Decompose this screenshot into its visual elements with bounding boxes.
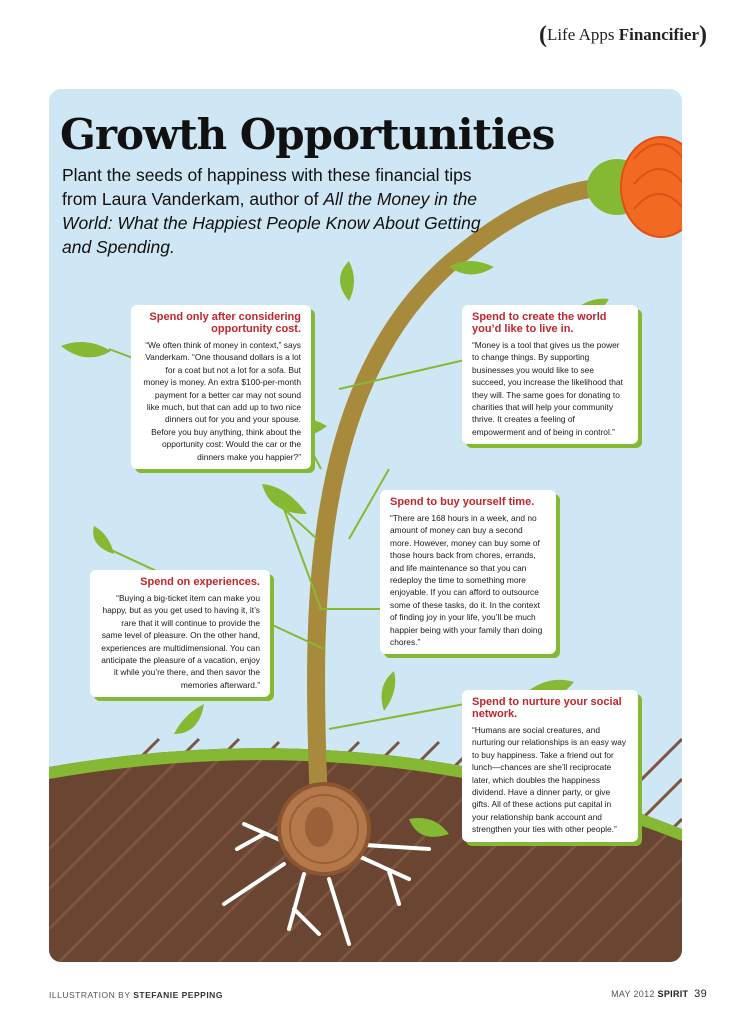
right-bracket-glyph: ) xyxy=(699,22,707,48)
tip-body: “There are 168 hours in a week, and no amount of money can buy a second more. However, money can buy some of those hours back from chores, errands, and life maintenance so that you can redeploy the time to something more enjoyable. If you can afford to outsource some of these tasks, do it. In the context of finding joy in your life, you’ll be much happier being with your family than doing chores.” xyxy=(390,513,543,648)
illustration-credit xyxy=(49,990,223,1000)
tip-heading: Spend only after considering opportunity cost. xyxy=(149,311,301,335)
tip-card-create-world xyxy=(462,305,638,444)
tip-body: “Money is a tool that gives us the power to change things. By supporting businesses you would like to see succeed, you increase the likelihood that they will. The same goes for donating to charities that will help your community thrive. It creates a feeling of empowerment and of being in control.” xyxy=(472,340,623,437)
tip-heading: Spend to create the world you’d like to live in. xyxy=(472,311,607,335)
page-footer xyxy=(611,988,707,1000)
tip-card-experiences xyxy=(90,570,270,697)
credit-name: STEFANIE PEPPING xyxy=(133,990,223,1000)
page-number: 39 xyxy=(694,988,707,1000)
flower-bloom xyxy=(621,137,682,237)
magazine-name: SPIRIT xyxy=(657,989,689,999)
intro-book-title: All the Money in the World: What the Happiest People Know About Getting and Spending. xyxy=(62,189,481,257)
tip-heading: Spend on experiences. xyxy=(140,576,260,588)
credit-label: ILLUSTRATION BY xyxy=(49,990,131,1000)
tip-body: “We often think of money in context,” says Vanderkam. “One thousand dollars is a lot for a coat but not a lot for a sofa. But money is money. An extra $100-per-month payment for a better car may not sound like much, but that can add up to two nice dinners out for you and your spouse. Before you buy anything, think about the opportunity cost: Would the car or the dinners make you happier?” xyxy=(143,340,301,462)
article-intro xyxy=(62,163,492,259)
section-label: Life Apps xyxy=(546,25,615,44)
tip-card-social-network xyxy=(462,690,638,842)
issue-date: MAY 2012 xyxy=(611,989,655,999)
tip-card-opportunity-cost xyxy=(131,305,311,469)
tip-body: “Buying a big-ticket item can make you happy, but as you get used to having it, it’s rare that it will continue to provide the same level of pleasure. On the other hand, experiences are multidimensional. You can anticipate the pleasure of a vacation, enjoy it while you’re there, and then savor the memories afterward.” xyxy=(101,593,260,690)
section-tag xyxy=(539,22,707,49)
intro-text: Plant the seeds of happiness with these financial tips from Laura Vanderkam, author of xyxy=(62,165,472,209)
left-bracket-glyph: ( xyxy=(538,22,547,48)
tip-heading: Spend to buy yourself time. xyxy=(390,496,535,508)
tip-body: “Humans are social creatures, and nurturing our relationships is an easy way to buy happiness. Take a friend out for lunch—chances are she’ll reciprocate later, which doubles the happiness dividend. Have a dinner party, or give gifts. All of these actions put capital in your relationship bank account and strengthen your ties with other people.” xyxy=(472,725,627,835)
tip-card-buy-time xyxy=(380,490,556,654)
subsection-label: Financifier xyxy=(618,25,699,44)
article-title: Growth Opportunities xyxy=(60,110,555,159)
tip-heading: Spend to nurture your social network. xyxy=(472,696,622,720)
